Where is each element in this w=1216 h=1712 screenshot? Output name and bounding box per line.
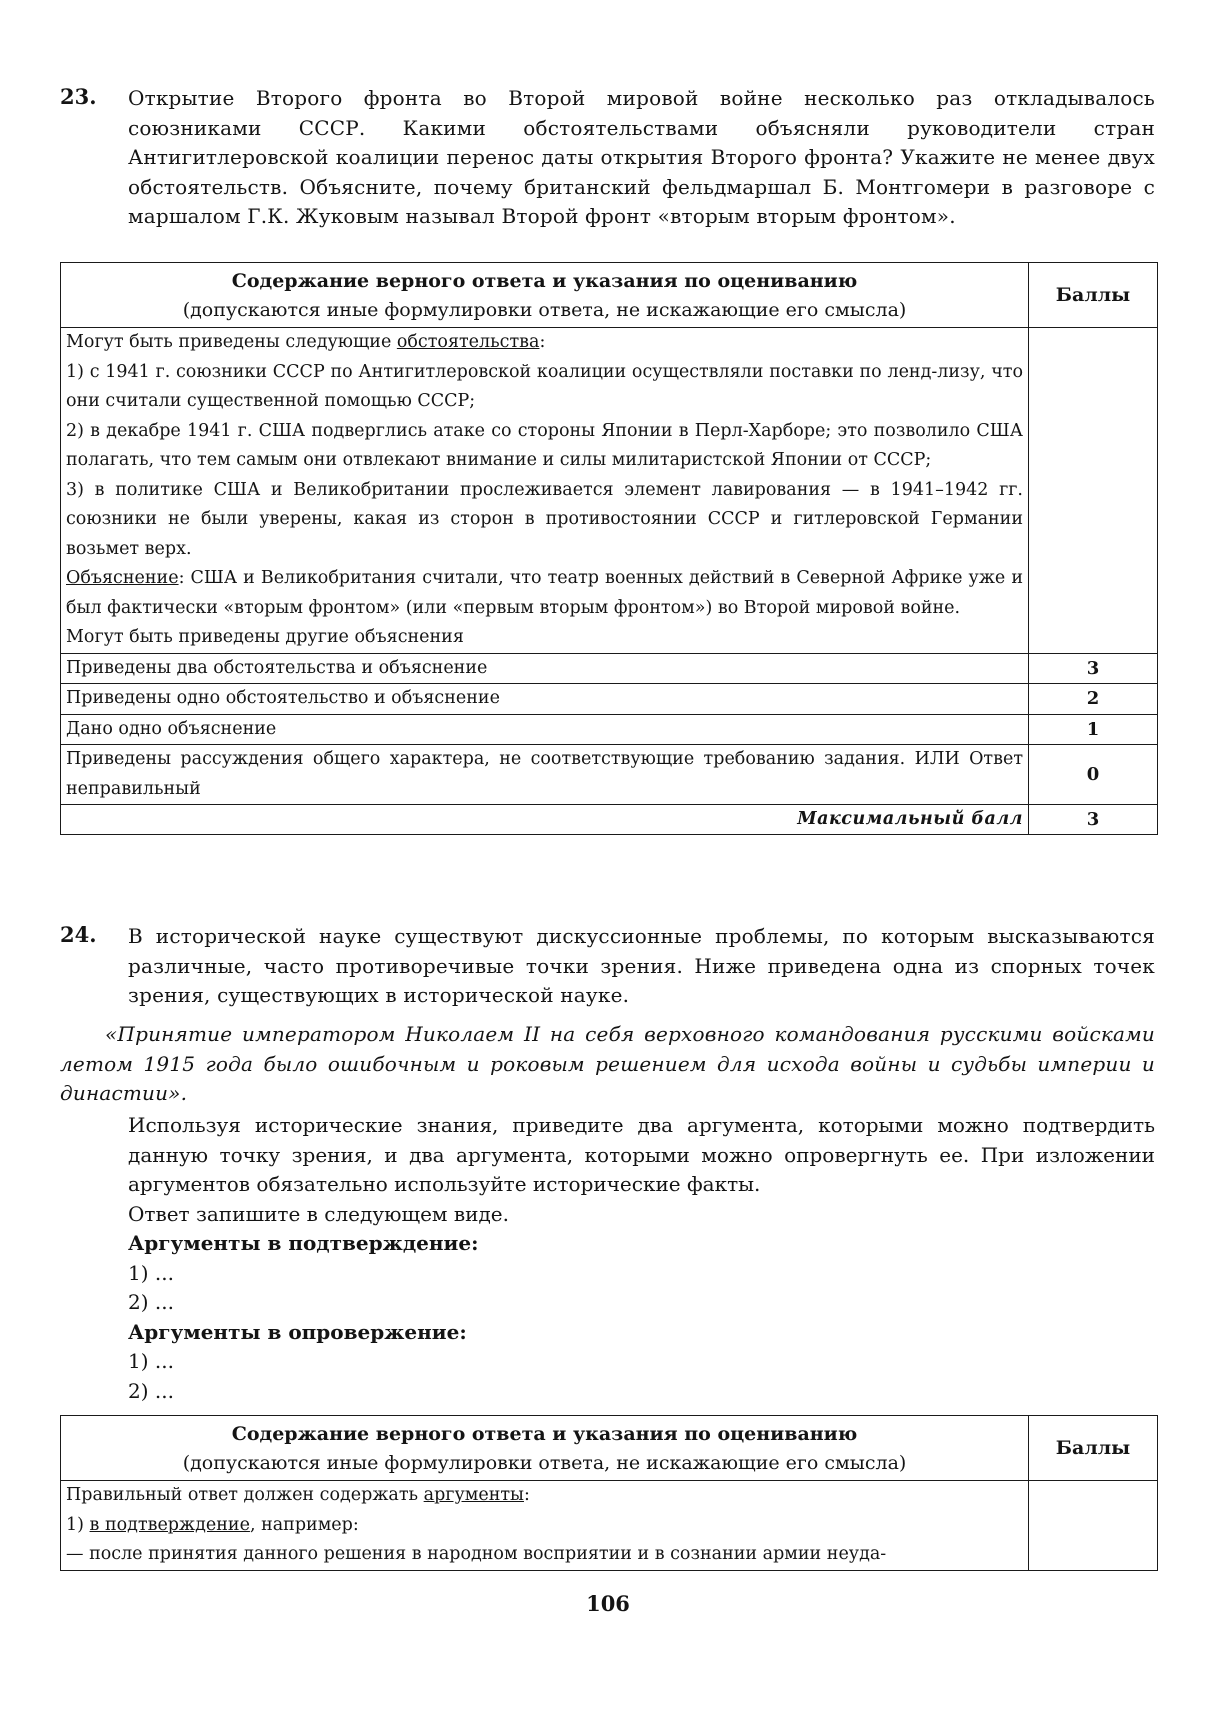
table-header bbox=[61, 1416, 1158, 1481]
task-text: Открытие Второго фронта во Второй мировой войне несколько раз откладывалось союзниками СССР. Какими обстоятельствами объясняли руководители стран Антигитлеровской коалиции перенос даты открытия Второго фронта? Укажите не менее двух обстоятельств. Объясните, почему британский фельдмаршал Б. Монтгомери в разговоре с маршалом Г.К. Жуковым называл Второй фронт «вторым вторым фронтом». bbox=[128, 86, 1155, 228]
confirm-2: 2) ... bbox=[128, 1290, 174, 1314]
explanation-text: : США и Великобритания считали, что театр военных действий в Северной Африке уже и был фактически «вторым фронтом» (или «первым вторым фронтом») во Второй мировой войне. bbox=[66, 568, 1023, 618]
max-score: 3 bbox=[1029, 805, 1158, 835]
criteria-row bbox=[61, 653, 1158, 684]
instruction-text: Используя исторические знания, приведите два аргумента, которыми можно подтвердить данную точку зрения, и два аргумента, которыми можно опровергнуть ее. При изложении аргументов обязательно используйте исторические факты. bbox=[128, 1113, 1155, 1196]
header-score: Баллы bbox=[1029, 263, 1158, 328]
answer-content bbox=[61, 1481, 1029, 1571]
criteria-score: 1 bbox=[1029, 714, 1158, 745]
confirm-1: 1) ... bbox=[128, 1260, 174, 1285]
empty-score-cell bbox=[1029, 1481, 1158, 1571]
header-content bbox=[61, 263, 1029, 328]
intro-suffix: : bbox=[539, 332, 546, 352]
explanation-label: Объяснение bbox=[66, 568, 179, 588]
criteria-text: Приведены одно обстоятельство и объяснение bbox=[61, 684, 1029, 715]
intro-prefix: Могут быть приведены следующие bbox=[66, 332, 397, 352]
max-row bbox=[61, 805, 1158, 835]
item-1: 1) с 1941 г. союзники СССР по Антигитлеровской коалиции осуществляли поставки по ленд-лизу, что они считали существенной помощью СССР; bbox=[66, 361, 1023, 411]
task-number: 24. bbox=[60, 922, 97, 947]
item-2: 2) в декабре 1941 г. США подверглись атаке со стороны Японии в Перл-Харборе; это позволило США полагать, что тем самым они отвлекают внимание и силы милитаристской Японии от СССР; bbox=[66, 420, 1023, 470]
header-score: Баллы bbox=[1029, 1416, 1158, 1481]
line-2 bbox=[66, 1511, 1023, 1541]
grading-table-24 bbox=[60, 1415, 1158, 1571]
criteria-score: 0 bbox=[1029, 745, 1158, 805]
criteria-score: 3 bbox=[1029, 653, 1158, 684]
criteria-text: Приведены два обстоятельства и объяснение bbox=[61, 653, 1029, 684]
grading-table-23 bbox=[60, 262, 1158, 835]
task-number: 23. bbox=[60, 84, 97, 109]
content-row bbox=[61, 1481, 1158, 1571]
criteria-row bbox=[61, 684, 1158, 715]
refute-1: 1) ... bbox=[128, 1349, 174, 1373]
line-1-suffix: : bbox=[523, 1485, 530, 1505]
header-title: Содержание верного ответа и указания по оцениванию bbox=[231, 1423, 858, 1445]
line-1-underlined: аргументы bbox=[423, 1485, 524, 1505]
table-header bbox=[61, 263, 1158, 328]
content-row bbox=[61, 328, 1158, 654]
page-number: 106 bbox=[586, 1591, 630, 1616]
answer-form: Ответ запишите в следующем виде. bbox=[128, 1201, 509, 1226]
criteria-text: Приведены рассуждения общего характера, не соответствующие требованию задания. ИЛИ Ответ неправильный bbox=[61, 745, 1029, 805]
criteria-row bbox=[61, 714, 1158, 745]
other-explanations: Могут быть приведены другие объяснения bbox=[66, 627, 464, 647]
empty-score-cell bbox=[1029, 328, 1158, 654]
answer-content bbox=[61, 328, 1029, 654]
item-3: 3) в политике США и Великобритании прослеживается элемент лавирования — в 1941–1942 гг. союзники не были уверены, какая из сторон в противостоянии СССР и гитлеровской Германии возьмет верх. bbox=[66, 479, 1023, 559]
line-2-underlined: в подтверждение bbox=[89, 1514, 250, 1535]
task-23 bbox=[60, 84, 1155, 232]
quote: «Принятие императором Николаем II на себя верховного командования русскими войсками летом 1915 года было ошибочным и роковым решением для исхода войны и судьбы империи и династии». bbox=[60, 1022, 1155, 1105]
header-note: (допускаются иные формулировки ответа, не искажающие его смысла) bbox=[182, 1452, 907, 1474]
refute-2: 2) ... bbox=[128, 1378, 174, 1403]
header-note: (допускаются иные формулировки ответа, не искажающие его смысла) bbox=[182, 299, 907, 321]
criteria-text: Дано одно объяснение bbox=[61, 714, 1029, 745]
intro-underlined: обстоятельства bbox=[396, 332, 540, 352]
line-2-suffix: , например: bbox=[249, 1514, 359, 1535]
max-label: Максимальный балл bbox=[61, 805, 1029, 835]
instructions bbox=[128, 1111, 1155, 1406]
explanation bbox=[66, 564, 1023, 623]
task-text: В исторической науке существуют дискуссионные проблемы, по которым высказываются различные, часто противоречивые точки зрения. Ниже приведена одна из спорных точек зрения, существующих в исторической науке. bbox=[128, 924, 1155, 1007]
intro-line bbox=[66, 328, 1023, 358]
refute-heading: Аргументы в опровержение: bbox=[128, 1319, 467, 1344]
criteria-score: 2 bbox=[1029, 684, 1158, 715]
line-1 bbox=[66, 1481, 1023, 1511]
header-content bbox=[61, 1416, 1029, 1481]
header-title: Содержание верного ответа и указания по оцениванию bbox=[231, 270, 858, 292]
line-3: — после принятия данного решения в народном восприятии и в сознании армии неуда- bbox=[66, 1544, 887, 1564]
line-1-prefix: Правильный ответ должен содержать bbox=[66, 1485, 424, 1505]
task-24 bbox=[60, 922, 1155, 1011]
confirm-heading: Аргументы в подтверждение: bbox=[128, 1231, 479, 1255]
line-2-prefix: 1) bbox=[66, 1514, 90, 1535]
criteria-row bbox=[61, 745, 1158, 805]
